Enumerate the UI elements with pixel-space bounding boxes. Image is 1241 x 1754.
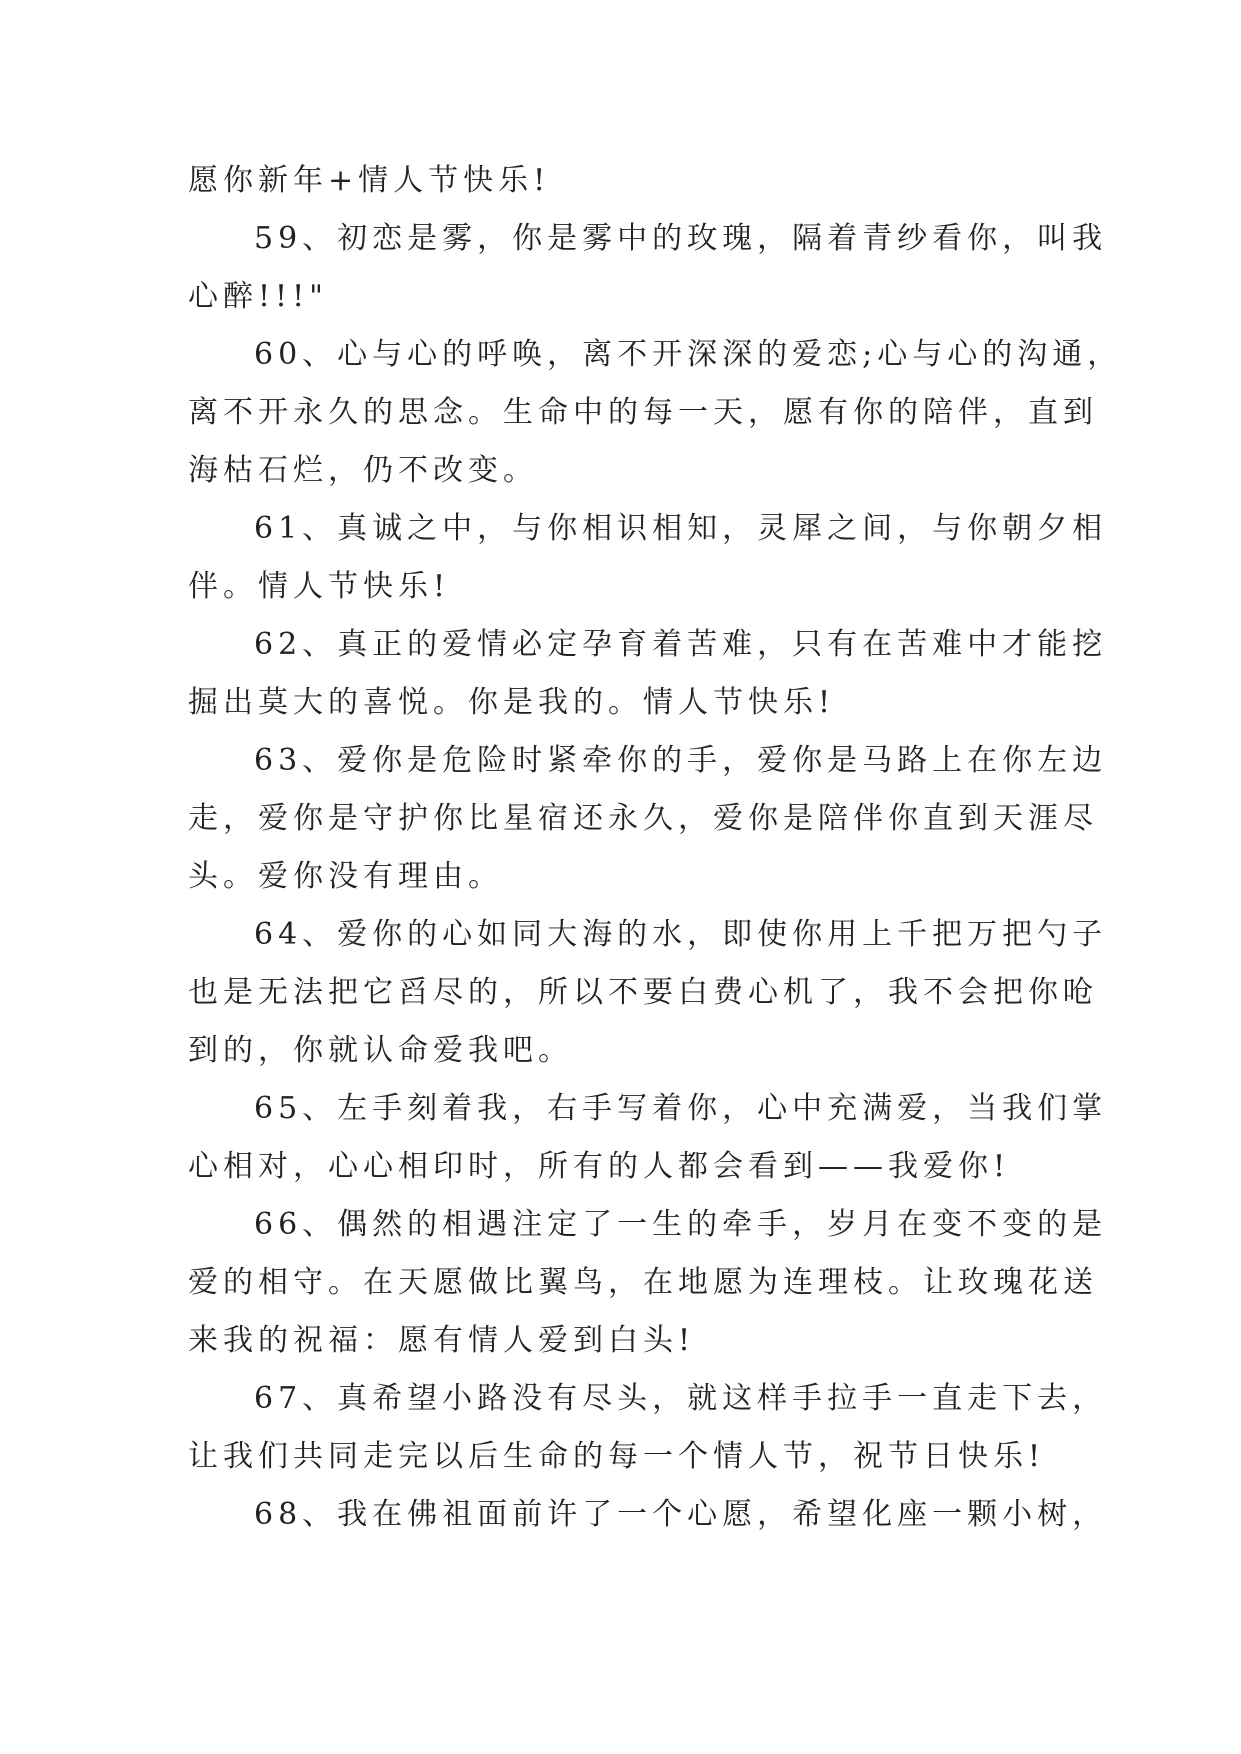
text-line: 到的，你就认命爱我吧。 — [188, 1033, 573, 1068]
paragraph-64 — [188, 906, 1108, 1080]
text-line: 来我的祝福：愿有情人爱到白头! — [188, 1323, 696, 1358]
text-line: 伴。情人节快乐! — [188, 569, 451, 604]
text-line: 掘出莫大的喜悦。你是我的。情人节快乐! — [188, 685, 836, 720]
paragraph-67 — [188, 1370, 1108, 1486]
text-line: 让我们共同走完以后生命的每一个情人节，祝节日快乐! — [188, 1439, 1046, 1474]
paragraph-62 — [188, 616, 1108, 732]
text-line: 头。爱你没有理由。 — [188, 859, 503, 894]
paragraph-65 — [188, 1080, 1108, 1196]
paragraph-66 — [188, 1196, 1108, 1370]
text-line: 62、真正的爱情必定孕育着苦难，只有在苦难中才能挖 — [254, 627, 1108, 662]
text-line: 愿你新年+情人节快乐! — [188, 163, 551, 198]
document-page — [188, 152, 1123, 1544]
text-line: 59、初恋是雾，你是雾中的玫瑰，隔着青纱看你，叫我 — [254, 221, 1108, 256]
text-line: 64、爱你的心如同大海的水，即使你用上千把万把勺子 — [254, 917, 1108, 952]
text-line: 也是无法把它舀尽的，所以不要白费心机了，我不会把你呛 — [188, 975, 1098, 1010]
paragraph-60 — [188, 326, 1123, 500]
text-line: 66、偶然的相遇注定了一生的牵手，岁月在变不变的是 — [254, 1207, 1108, 1242]
text-line: 61、真诚之中，与你相识相知，灵犀之间，与你朝夕相 — [254, 511, 1108, 546]
text-line: 67、真希望小路没有尽头，就这样手拉手一直走下去， — [254, 1381, 1108, 1416]
text-line: 65、左手刻着我，右手写着你，心中充满爱，当我们掌 — [254, 1091, 1108, 1126]
text-line: 心相对，心心相印时，所有的人都会看到——我爱你! — [188, 1149, 1011, 1184]
paragraph-intro — [188, 152, 1058, 210]
paragraph-59 — [188, 210, 1108, 326]
text-line: 爱的相守。在天愿做比翼鸟，在地愿为连理枝。让玫瑰花送 — [188, 1265, 1098, 1300]
text-line: 68、我在佛祖面前许了一个心愿，希望化座一颗小树， — [254, 1497, 1108, 1532]
paragraph-63 — [188, 732, 1108, 906]
paragraph-68 — [188, 1486, 1108, 1544]
text-line: 走，爱你是守护你比星宿还永久，爱你是陪伴你直到天涯尽 — [188, 801, 1098, 836]
text-line: 离不开永久的思念。生命中的每一天，愿有你的陪伴，直到 — [188, 395, 1098, 430]
paragraph-61 — [188, 500, 1108, 616]
text-line: 心醉!!!" — [188, 279, 328, 314]
text-line: 海枯石烂，仍不改变。 — [188, 453, 538, 488]
text-line: 60、心与心的呼唤，离不开深深的爱恋;心与心的沟通， — [254, 337, 1123, 372]
text-line: 63、爱你是危险时紧牵你的手，爱你是马路上在你左边 — [254, 743, 1108, 778]
